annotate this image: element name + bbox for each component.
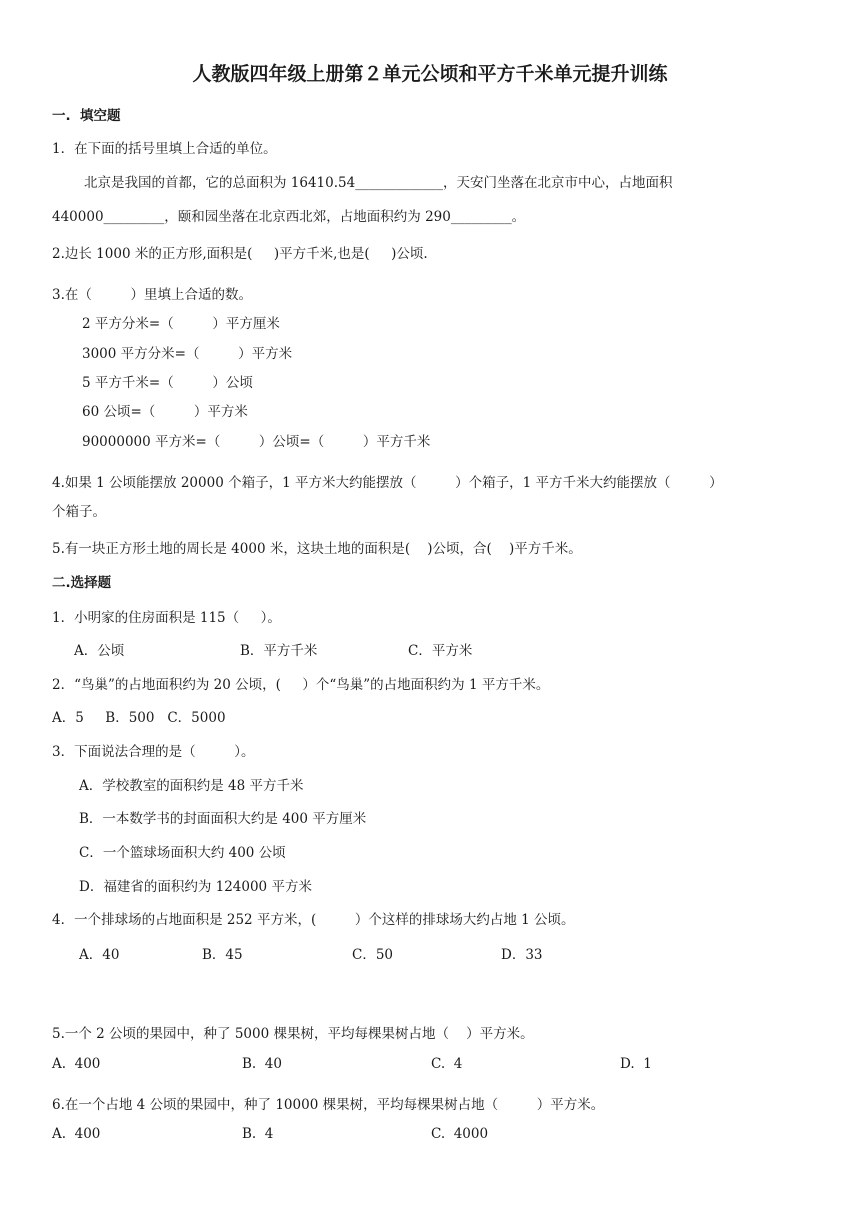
choice-4-option-a: A．40 bbox=[79, 947, 120, 963]
choice-6-option-a: A. 400 bbox=[52, 1126, 101, 1142]
choice-1-option-c: C．平方米 bbox=[408, 643, 473, 659]
choice-5-stem: 5.一个 2 公顷的果园中，种了 5000 棵果树，平均每棵果树占地（ ）平方米。 bbox=[52, 1026, 534, 1042]
choice-2-stem: 2．“鸟巢”的占地面积约为 20 公顷，( ）个“鸟巢”的占地面积约为 1 平方千米。 bbox=[52, 677, 550, 693]
choice-3-option-b: B．一本数学书的封面面积大约是 400 平方厘米 bbox=[79, 811, 367, 827]
choice-3-option-d: D．福建省的面积约为 124000 平方米 bbox=[79, 879, 312, 895]
choice-4-stem: 4．一个排球场的占地面积是 252 平方米，( ）个这样的排球场大约占地 1 公顷。 bbox=[52, 912, 575, 928]
section-heading-fill-in: 一. 填空题 bbox=[52, 108, 121, 124]
choice-2-options: A．5 B．500 C．5000 bbox=[52, 710, 226, 726]
choice-6-stem: 6.在一个占地 4 公顷的果园中，种了 10000 棵果树，平均每棵果树占地（ ）平方米。 bbox=[52, 1097, 605, 1113]
question-3-item: 5 平方千米=（ ）公顷 bbox=[82, 375, 253, 391]
choice-4-option-c: C．50 bbox=[352, 947, 394, 963]
choice-1-stem: 1．小明家的住房面积是 115（ ）。 bbox=[52, 610, 281, 626]
choice-5-option-b: B. 40 bbox=[242, 1056, 282, 1072]
question-3-item: 60 公顷=（ ）平方米 bbox=[82, 404, 248, 420]
question-1-line-2: 440000_________，颐和园坐落在北京西北郊，占地面积约为 290_________。 bbox=[52, 209, 526, 225]
question-4-line-1: 4.如果 1 公顷能摆放 20000 个箱子，1 平方米大约能摆放（ ）个箱子，1 平方千米大约能摆放（ ） bbox=[52, 475, 723, 491]
choice-4-option-b: B．45 bbox=[202, 947, 243, 963]
question-3-item: 2 平方分米=（ ）平方厘米 bbox=[82, 316, 280, 332]
question-5: 5.有一块正方形土地的周长是 4000 米，这块土地的面积是( )公顷，合( )平方千米。 bbox=[52, 541, 582, 557]
question-3-item: 3000 平方分米=（ ）平方米 bbox=[82, 346, 293, 362]
choice-3-option-c: C．一个篮球场面积大约 400 公顷 bbox=[79, 845, 286, 861]
question-2: 2.边长 1000 米的正方形,面积是( )平方千米,也是( )公顷. bbox=[52, 246, 428, 262]
question-1-stem: 1．在下面的括号里填上合适的单位。 bbox=[52, 141, 277, 157]
choice-6-option-b: B. 4 bbox=[242, 1126, 274, 1142]
choice-5-option-c: C. 4 bbox=[431, 1056, 463, 1072]
question-3-item: 90000000 平方米=（ ）公顷=（ ）平方千米 bbox=[82, 434, 431, 450]
section-heading-choice: 二.选择题 bbox=[52, 575, 112, 591]
choice-1-option-a: A．公顷 bbox=[74, 643, 125, 659]
page-title: 人教版四年级上册第２单元公顷和平方千米单元提升训练 bbox=[192, 63, 668, 85]
choice-3-option-a: A．学校教室的面积约是 48 平方千米 bbox=[79, 778, 304, 794]
choice-3-stem: 3．下面说法合理的是（ ）。 bbox=[52, 744, 255, 760]
question-1-line-1: 北京是我国的首都，它的总面积为 16410.54_____________，天安门坐落在北京市中心，占地面积 bbox=[84, 175, 673, 191]
choice-5-option-a: A. 400 bbox=[52, 1056, 101, 1072]
choice-5-option-d: D. 1 bbox=[620, 1056, 652, 1072]
choice-4-option-d: D．33 bbox=[501, 947, 543, 963]
choice-6-option-c: C. 4000 bbox=[431, 1126, 489, 1142]
question-4-line-2: 个箱子。 bbox=[52, 504, 106, 520]
choice-1-option-b: B．平方千米 bbox=[240, 643, 318, 659]
question-3-stem: 3.在（ ）里填上合适的数。 bbox=[52, 287, 253, 303]
